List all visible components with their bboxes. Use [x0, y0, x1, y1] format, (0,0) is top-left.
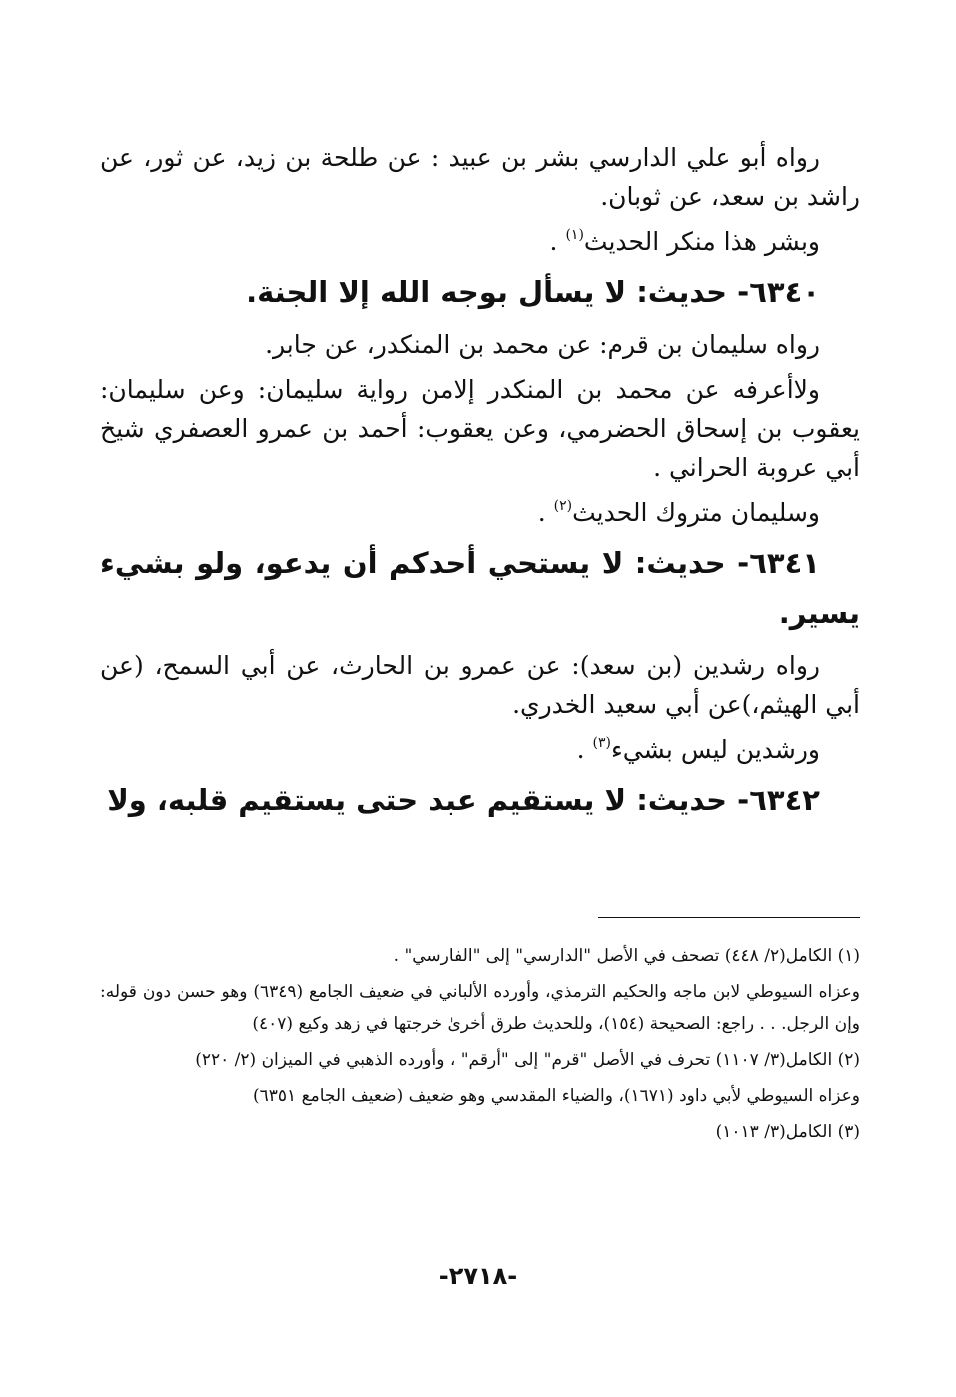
main-text: [100, 138, 860, 833]
grading-text: وبشر هذا منكر الحديث: [583, 227, 820, 256]
footnote-divider: [598, 917, 860, 918]
period: .: [549, 227, 566, 256]
paragraph-grading-3: [100, 730, 860, 769]
footnote-1-continued: وعزاه السيوطي لابن ماجه والحكيم الترمذي، وأورده الألباني في ضعيف الجامع (٦٣٤٩) وهو حسن دون قوله: وإن الرجل. . . راجع: الصحيحة (١٥٤)، وللحديث طرق أخرىٰ خرجتها في زهد وكيع (٤٠٧): [100, 982, 861, 1034]
footnote-2: (٢) الكامل(٣/ ١١٠٧) تحرف في الأصل "قرم" إلى "أرقم" ، وأورده الذهبي في الميزان (٢/ ٢٢٠): [195, 1050, 860, 1070]
hadith-heading-6341: ٦٣٤١- حديث: لا يستحي أحدكم أن يدعو، ولو بشيء يسير.: [100, 546, 860, 630]
page-number: -٢٧١٨-: [438, 1262, 518, 1290]
paragraph-narration-3: رواه رشدين (بن سعد): عن عمرو بن الحارث، عن أبي السمح، (عن أبي الهيثم،)عن أبي سعيد الخدري.: [100, 651, 860, 719]
footnote-1: (١) الكامل(٢/ ٤٤٨) تصحف في الأصل "الدارسي" إلى "الفارسي" .: [393, 946, 860, 966]
paragraph-grading-2: [100, 493, 860, 532]
period: .: [537, 498, 554, 527]
period: .: [576, 735, 593, 764]
hadith-heading-6342: ٦٣٤٢- حديث: لا يستقيم عبد حتى يستقيم قلبه، ولا: [107, 783, 820, 817]
footnote-2-continued: وعزاه السيوطي لأبي داود (١٦٧١)، والضياء المقدسي وهو ضعيف (ضعيف الجامع ٦٣٥١): [253, 1086, 860, 1106]
paragraph-narration-2: رواه سليمان بن قرم: عن محمد بن المنكدر، عن جابر.: [265, 330, 820, 359]
paragraph-grading-1: [100, 222, 860, 261]
grading-text: ورشدين ليس بشيء: [611, 735, 820, 764]
footnote-3: (٣) الكامل(٣/ ١٠١٣): [715, 1122, 860, 1142]
paragraph-narration-1: رواه أبو علي الدارسي بشر بن عبيد : عن طلحة بن زيد، عن ثور، عن راشد بن سعد، عن ثوبان.: [100, 143, 860, 211]
footnote-ref-3[interactable]: (٣): [592, 735, 612, 751]
footnote-ref-2[interactable]: (٢): [553, 498, 573, 514]
grading-text: وسليمان متروك الحديث: [572, 498, 820, 527]
footnotes-section: [100, 940, 860, 1152]
footnote-ref-1[interactable]: (١): [565, 227, 584, 243]
paragraph-commentary-2: ولاأعرفه عن محمد بن المنكدر إلامن رواية سليمان: وعن سليمان: يعقوب بن إسحاق الحضرمي، وعن يعقوب: أحمد بن عمرو العصفري شيخ أبي عروبة الحراني .: [100, 375, 860, 482]
hadith-heading-6340: ٦٣٤٠- حديث: لا يسأل بوجه الله إلا الجنة.: [246, 275, 820, 309]
